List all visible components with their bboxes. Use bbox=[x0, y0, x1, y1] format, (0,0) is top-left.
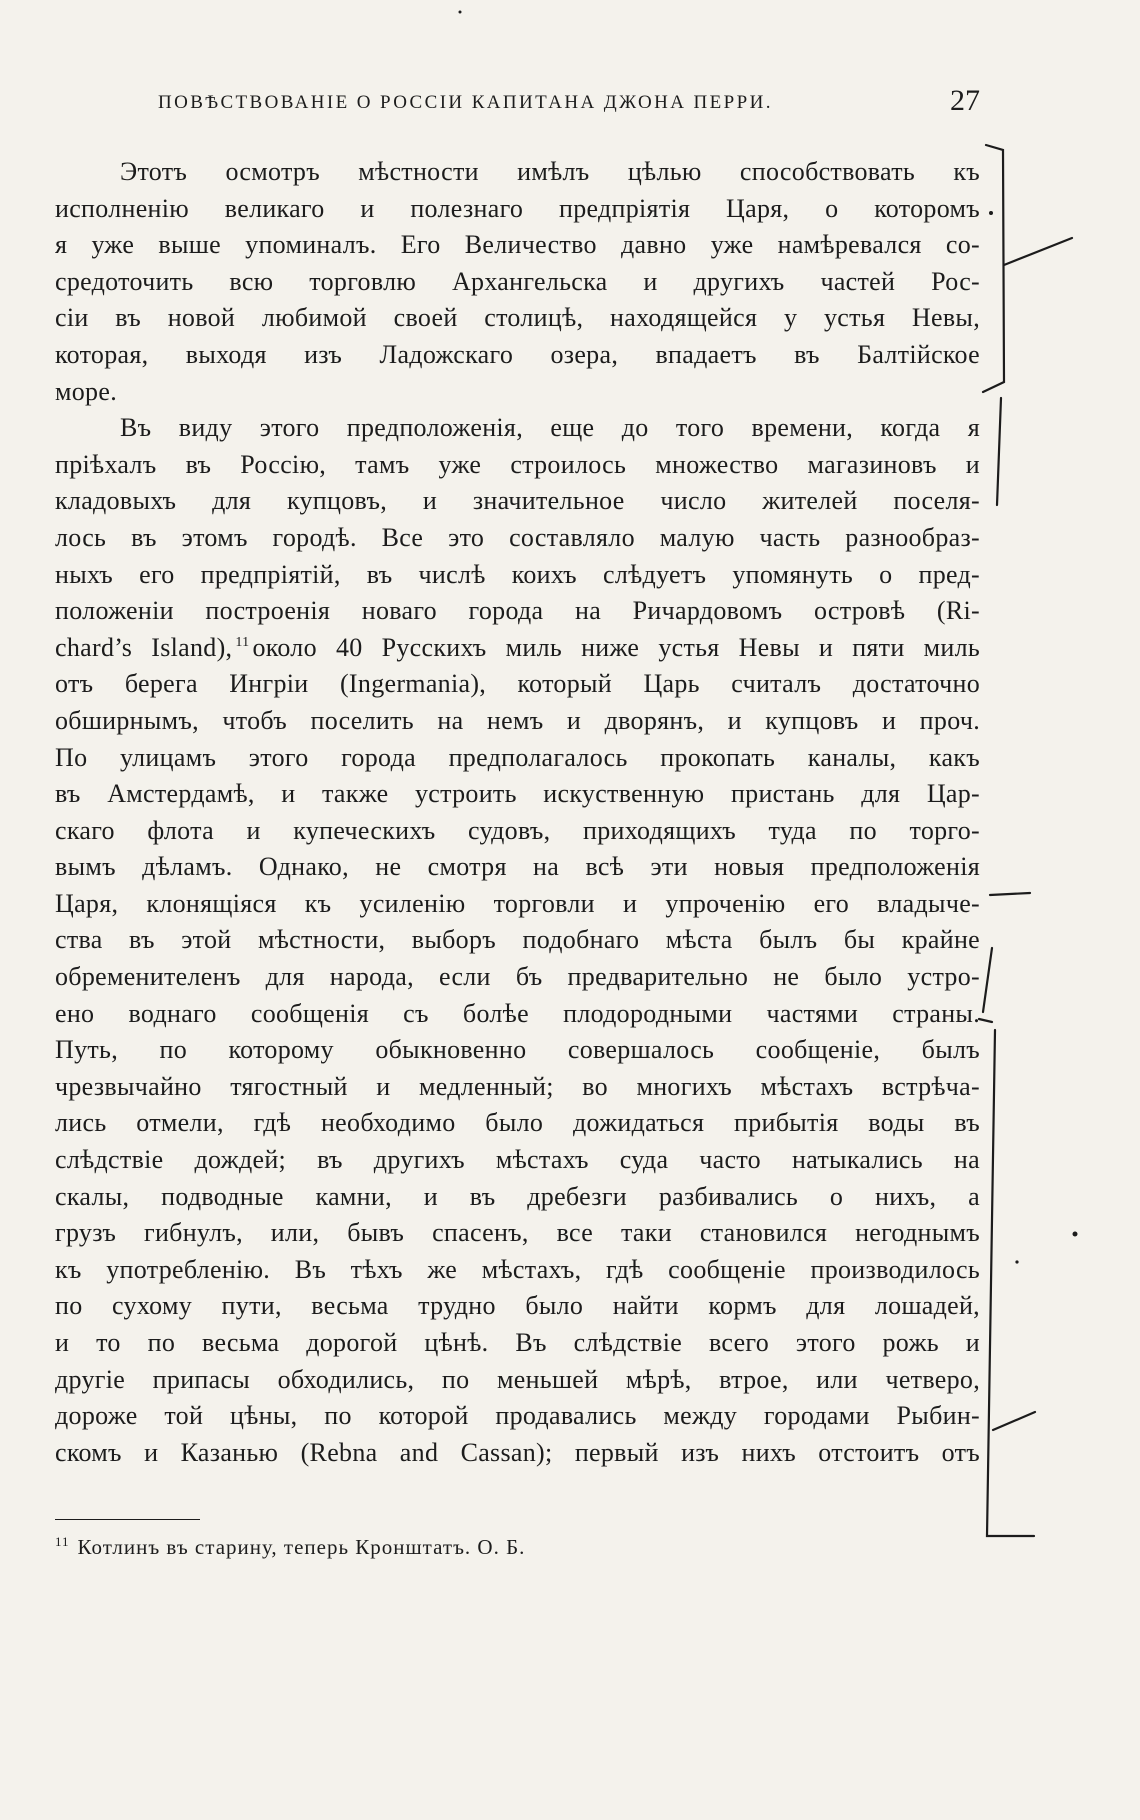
text-line: Царя, клонящіяся къ усиленію торговли и упроченію его владыче- bbox=[55, 888, 980, 918]
text-line: ено воднаго сообщенія съ болѣе плодородными частями страны. bbox=[55, 998, 980, 1028]
page-number: 27 bbox=[950, 84, 980, 117]
text-line: въ Амстердамѣ, и также устроить искуственную пристань для Цар- bbox=[55, 779, 980, 809]
text-line: обременителенъ для народа, если бъ предварительно не было устро- bbox=[55, 962, 980, 992]
text-line: сіи въ новой любимой своей столицѣ, находящейся у устья Невы, bbox=[55, 303, 980, 333]
text-line: По улицамъ этого города предполагалось прокопать каналы, какъ bbox=[55, 742, 980, 772]
footnote-text: Котлинъ въ старину, теперь Кронштатъ. О. Б. bbox=[77, 1535, 526, 1559]
text-fragment: около 40 Русскихъ миль ниже устья Невы и пяти миль bbox=[252, 632, 981, 662]
text-line: къ употребленію. Въ тѣхъ же мѣстахъ, гдѣ сообщеніе производилось bbox=[55, 1254, 980, 1284]
text-line-with-footnote-ref bbox=[55, 630, 980, 667]
text-line: скаго флота и купеческихъ судовъ, приходящихъ туда по торго- bbox=[55, 815, 980, 845]
text-line: отъ берега Ингріи (Ingermania), который Царь считалъ достаточно bbox=[55, 669, 980, 699]
text-line: другіе припасы обходились, по меньшей мѣрѣ, втрое, или четверо, bbox=[55, 1364, 980, 1394]
text-line: дороже той цѣны, по которой продавались между городами Рыбин- bbox=[55, 1401, 980, 1431]
text-line: Путь, по которому обыкновенно совершалось сообщеніе, былъ bbox=[55, 1035, 980, 1065]
text-line: грузъ гибнулъ, или, бывъ спасенъ, все таки становился негоднымъ bbox=[55, 1218, 980, 1248]
text-line: лись отмели, гдѣ необходимо было дожидаться прибытія воды въ bbox=[55, 1108, 980, 1138]
text-line: пріѣхалъ въ Россію, тамъ уже строилось множество магазиновъ и bbox=[55, 449, 980, 479]
text-line: вымъ дѣламъ. Однако, не смотря на всѣ эти новыя предположенія bbox=[55, 852, 980, 882]
bracket-mark-upper bbox=[983, 145, 1004, 392]
text-line: ства въ этой мѣстности, выборъ подобнаго мѣста былъ бы крайне bbox=[55, 925, 980, 955]
page-header bbox=[158, 84, 980, 124]
text-line: чрезвычайно тягостный и медленный; во многихъ мѣстахъ встрѣча- bbox=[55, 1071, 980, 1101]
ink-dot bbox=[1015, 1260, 1018, 1263]
text-line: обширнымъ, чтобъ поселить на немъ и дворянъ, и купцовъ и проч. bbox=[55, 705, 980, 735]
text-line: и то по весьма дорогой цѣнѣ. Въ слѣдствіе всего этого рожь и bbox=[55, 1328, 980, 1357]
footnote bbox=[55, 1535, 525, 1560]
footnote-divider bbox=[55, 1519, 200, 1520]
text-line: положеніи построенія новаго города на Ричардовомъ островѣ (Ri- bbox=[55, 596, 980, 626]
bracket-mark-middle bbox=[979, 893, 1030, 1022]
pen-stroke bbox=[1004, 238, 1072, 265]
text-line: скомъ и Казанью (Rebna and Cassan); первый изъ нихъ отстоитъ отъ bbox=[55, 1437, 980, 1467]
ink-dot bbox=[459, 11, 462, 14]
text-line: кладовыхъ для купцовъ, и значительное число жителей поселя- bbox=[55, 486, 980, 516]
text-line: исполненію великаго и полезнаго предпріятія Царя, о которомъ bbox=[55, 193, 980, 223]
ink-dot bbox=[989, 211, 993, 215]
pen-stroke-lower bbox=[993, 1412, 1035, 1430]
text-line: по сухому пути, весьма трудно было найти кормъ для лошадей, bbox=[55, 1291, 980, 1321]
text-line: Въ виду этого предположенія, еще до того времени, когда я bbox=[120, 413, 980, 443]
text-line: Этотъ осмотръ мѣстности имѣлъ цѣлью способствовать къ bbox=[120, 157, 980, 186]
ink-dot bbox=[1073, 1232, 1078, 1237]
text-line: лось въ этомъ городѣ. Все это составляло малую часть разнообраз- bbox=[55, 522, 980, 552]
footnote-marker: 11 bbox=[55, 1534, 70, 1549]
bracket-mark-lower bbox=[987, 1030, 1034, 1536]
bracket-mark-short bbox=[997, 398, 1001, 505]
body-text bbox=[55, 154, 980, 1471]
text-line: средоточить всю торговлю Архангельска и другихъ частей Рос- bbox=[55, 266, 980, 296]
text-line: море. bbox=[55, 376, 117, 406]
text-line: я уже выше упоминалъ. Его Величество давно уже намѣревался со- bbox=[55, 230, 980, 260]
text-line: которая, выходя изъ Ладожскаго озера, впадаетъ въ Балтійское bbox=[55, 339, 980, 369]
text-line: скалы, подводные камни, и въ дребезги разбивались о нихъ, а bbox=[55, 1181, 980, 1211]
text-line: ныхъ его предпріятій, въ числѣ коихъ слѣдуетъ упомянуть о пред- bbox=[55, 559, 980, 589]
text-line: слѣдствіе дождей; въ другихъ мѣстахъ суда часто натыкались на bbox=[55, 1145, 980, 1175]
running-title: ПОВѢСТВОВАНІЕ О РОССІИ КАПИТАНА ДЖОНА ПЕРРИ. bbox=[158, 92, 773, 113]
footnote-reference[interactable]: 11 bbox=[235, 634, 250, 650]
text-fragment: chard’s Island), bbox=[55, 632, 233, 662]
